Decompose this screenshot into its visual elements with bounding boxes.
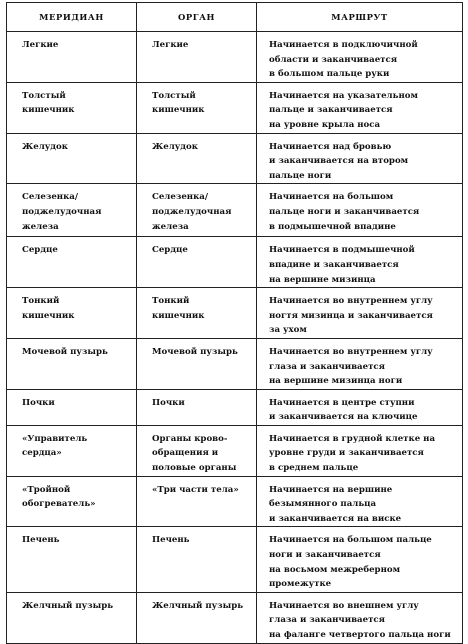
route-cell-line: в среднем пальце bbox=[269, 463, 359, 474]
route-cell bbox=[257, 133, 463, 184]
meridian-cell bbox=[7, 237, 137, 288]
meridian-cell bbox=[7, 425, 137, 476]
route-cell-line: пальце ноги bbox=[269, 170, 332, 181]
meridian-cell bbox=[7, 338, 137, 389]
organ-cell-line: Желчный пузырь bbox=[152, 600, 244, 611]
route-cell-line: Начинается в подмышечной bbox=[269, 245, 415, 256]
route-cell bbox=[257, 82, 463, 133]
organ-cell bbox=[137, 592, 257, 643]
meridian-cell-line: Тонкий bbox=[22, 296, 60, 307]
table-row bbox=[7, 237, 463, 288]
meridian-cell-line: кишечник bbox=[22, 105, 75, 116]
meridian-cell bbox=[7, 592, 137, 643]
route-cell-line: на вершине мизинца bbox=[269, 274, 376, 285]
organ-cell-line: половые органы bbox=[152, 463, 237, 474]
route-cell-line: в большом пальце руки bbox=[269, 69, 390, 80]
table-row bbox=[7, 288, 463, 339]
route-cell-line: глаза и заканчивается bbox=[269, 361, 385, 372]
meridian-cell bbox=[7, 82, 137, 133]
table-row bbox=[7, 527, 463, 592]
meridian-cell-line: Печень bbox=[22, 535, 60, 546]
route-cell-line: уровне груди и заканчивается bbox=[269, 448, 424, 459]
route-cell-line: ноги и заканчивается bbox=[269, 550, 381, 561]
route-cell bbox=[257, 527, 463, 592]
organ-cell bbox=[137, 288, 257, 339]
route-cell-line: Начинается в подключичной bbox=[269, 40, 418, 50]
route-cell-line: ногтя мизинца и заканчивается bbox=[269, 310, 433, 321]
table-row bbox=[7, 184, 463, 237]
route-cell-line: промежутке bbox=[269, 579, 332, 590]
organ-cell-line: Сердце bbox=[152, 245, 188, 256]
route-cell-line: за ухом bbox=[269, 325, 307, 336]
meridian-cell bbox=[7, 288, 137, 339]
table-row bbox=[7, 592, 463, 643]
route-cell-line: Начинается на большом пальце bbox=[269, 535, 432, 546]
meridian-cell-line: Желчный пузырь bbox=[22, 600, 114, 611]
route-cell-line: и заканчивается на втором bbox=[269, 156, 409, 167]
meridian-cell bbox=[7, 184, 137, 237]
table-row bbox=[7, 476, 463, 527]
meridian-cell-line: «Тройной bbox=[22, 484, 71, 495]
route-cell-line: и заканчивается на ключице bbox=[269, 412, 418, 423]
route-cell bbox=[257, 237, 463, 288]
meridian-cell bbox=[7, 476, 137, 527]
meridian-cell-line: Толстый bbox=[22, 90, 66, 101]
meridian-cell-line: сердца» bbox=[22, 448, 62, 459]
organ-cell bbox=[137, 237, 257, 288]
route-cell bbox=[257, 592, 463, 643]
meridian-cell-line: поджелудочная bbox=[22, 206, 102, 217]
organ-cell-line: Селезенка/ bbox=[152, 192, 208, 203]
meridian-cell-line: Легкие bbox=[22, 40, 59, 50]
table-row bbox=[7, 32, 463, 83]
organ-cell bbox=[137, 338, 257, 389]
route-cell-line: Начинается на указательном bbox=[269, 90, 418, 101]
meridian-cell bbox=[7, 527, 137, 592]
meridian-cell bbox=[7, 389, 137, 425]
table-body bbox=[7, 32, 463, 644]
header-row bbox=[7, 3, 463, 32]
organ-cell-line: «Три части тела» bbox=[152, 484, 239, 495]
table-row bbox=[7, 133, 463, 184]
meridian-cell bbox=[7, 32, 137, 83]
route-cell-line: пальце и заканчивается bbox=[269, 105, 393, 116]
organ-cell bbox=[137, 184, 257, 237]
meridian-cell-line: Почки bbox=[22, 397, 55, 408]
meridian-cell-line: железа bbox=[22, 221, 59, 232]
organ-cell-line: Легкие bbox=[152, 40, 189, 50]
route-cell-line: на фаланге четвертого пальца ноги bbox=[269, 630, 451, 640]
meridian-cell-line: обогреватель» bbox=[22, 499, 96, 510]
organ-cell-line: Толстый bbox=[152, 90, 196, 101]
route-cell-line: Начинается во внутреннем углу bbox=[269, 346, 433, 357]
route-cell-line: впадине и заканчивается bbox=[269, 259, 399, 270]
route-cell bbox=[257, 32, 463, 83]
route-cell-line: Начинается над бровью bbox=[269, 141, 392, 152]
route-cell-line: Начинается в грудной клетке на bbox=[269, 433, 436, 444]
route-cell bbox=[257, 425, 463, 476]
meridian-table bbox=[6, 2, 463, 644]
organ-cell bbox=[137, 133, 257, 184]
header-route: МАРШРУТ bbox=[257, 3, 463, 32]
meridian-cell-line: кишечник bbox=[22, 310, 75, 321]
organ-cell bbox=[137, 425, 257, 476]
organ-cell bbox=[137, 527, 257, 592]
table-row bbox=[7, 338, 463, 389]
organ-cell bbox=[137, 476, 257, 527]
organ-cell-line: Мочевой пузырь bbox=[152, 346, 238, 357]
header-organ: ОРГАН bbox=[137, 3, 257, 32]
route-cell-line: Начинается на большом bbox=[269, 192, 394, 203]
organ-cell-line: Органы крово- bbox=[152, 433, 228, 444]
route-cell-line: на вершине мизинца ноги bbox=[269, 376, 403, 387]
route-cell bbox=[257, 476, 463, 527]
meridian-cell-line: Сердце bbox=[22, 245, 58, 256]
organ-cell-line: Желудок bbox=[152, 141, 198, 152]
route-cell-line: на восьмом межреберном bbox=[269, 564, 401, 575]
route-cell-line: и заканчивается на виске bbox=[269, 513, 402, 524]
meridian-cell-line: «Управитель bbox=[22, 433, 88, 444]
route-cell bbox=[257, 389, 463, 425]
route-cell bbox=[257, 288, 463, 339]
header-meridian: МЕРИДИАН bbox=[7, 3, 137, 32]
organ-cell bbox=[137, 82, 257, 133]
route-cell bbox=[257, 184, 463, 237]
meridian-cell-line: Мочевой пузырь bbox=[22, 346, 108, 357]
organ-cell-line: кишечник bbox=[152, 105, 205, 116]
table-row bbox=[7, 82, 463, 133]
organ-cell-line: железа bbox=[152, 221, 189, 232]
route-cell-line: Начинается во внутреннем углу bbox=[269, 296, 433, 307]
organ-cell-line: Тонкий bbox=[152, 296, 190, 307]
route-cell-line: пальце ноги и заканчивается bbox=[269, 206, 420, 217]
organ-cell bbox=[137, 389, 257, 425]
route-cell-line: Начинается во внешнем углу bbox=[269, 600, 419, 611]
route-cell-line: в подмышечной впадине bbox=[269, 221, 396, 232]
route-cell bbox=[257, 338, 463, 389]
organ-cell-line: поджелудочная bbox=[152, 206, 232, 217]
meridian-cell bbox=[7, 133, 137, 184]
route-cell-line: на уровне крыла носа bbox=[269, 119, 381, 130]
organ-cell-line: Печень bbox=[152, 535, 190, 546]
organ-cell bbox=[137, 32, 257, 83]
table-row bbox=[7, 425, 463, 476]
table-row bbox=[7, 389, 463, 425]
route-cell-line: области и заканчивается bbox=[269, 54, 398, 65]
meridian-cell-line: Селезенка/ bbox=[22, 192, 78, 203]
route-cell-line: Начинается на вершине bbox=[269, 484, 393, 495]
route-cell-line: Начинается в центре ступни bbox=[269, 397, 415, 408]
meridian-cell-line: Желудок bbox=[22, 141, 68, 152]
route-cell-line: безымянного пальца bbox=[269, 499, 377, 510]
route-cell-line: глаза и заканчивается bbox=[269, 615, 385, 626]
organ-cell-line: обращения и bbox=[152, 448, 219, 459]
organ-cell-line: Почки bbox=[152, 397, 185, 408]
organ-cell-line: кишечник bbox=[152, 310, 205, 321]
